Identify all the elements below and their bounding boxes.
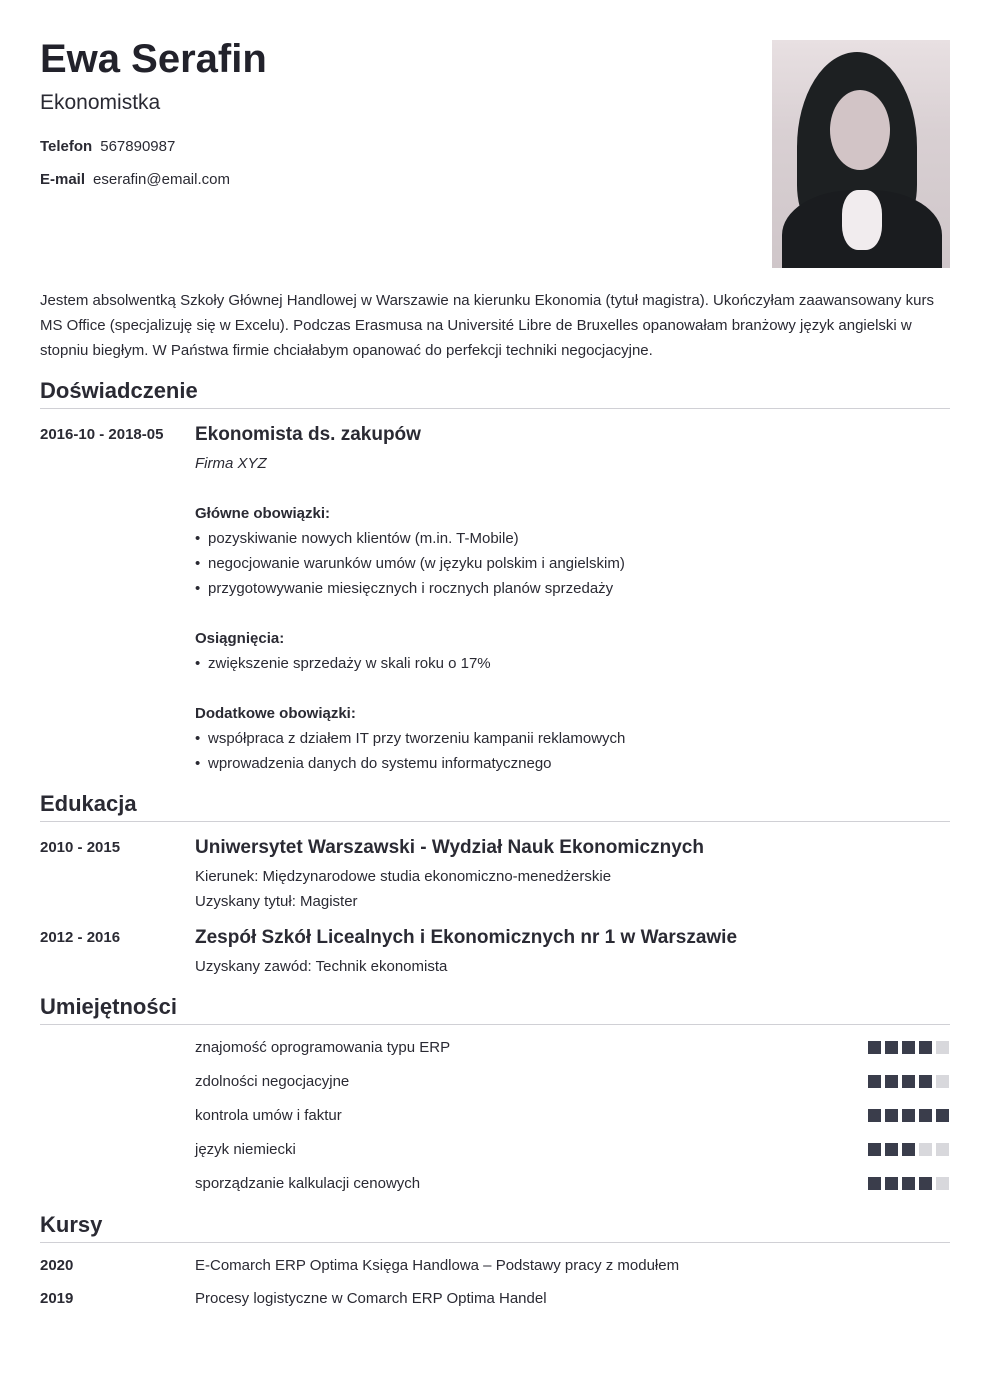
phone-value: 567890987 <box>100 138 176 155</box>
rating-square-empty <box>919 1143 932 1156</box>
skill-name: sporządzanie kalkulacji cenowych <box>195 1175 421 1192</box>
extra-duties-label: Dodatkowe obowiązki: <box>195 705 356 722</box>
rating-square-empty <box>936 1177 949 1190</box>
rating-square-filled <box>902 1041 915 1054</box>
extra-duty-item: • współpraca z działem IT przy tworzeniu kampanii reklamowych <box>195 726 625 751</box>
skill-name: znajomość oprogramowania typu ERP <box>195 1039 451 1056</box>
candidate-name: Ewa Serafin <box>40 37 267 81</box>
rating-square-filled <box>885 1177 898 1190</box>
rating-square-filled <box>902 1143 915 1156</box>
email-label: E-mail <box>40 171 86 188</box>
education-school: Zespół Szkół Licealnych i Ekonomicznych nr 1 w Warszawie <box>195 927 738 948</box>
rating-square-filled <box>885 1041 898 1054</box>
rating-square-filled <box>868 1075 881 1088</box>
rating-square-filled <box>902 1177 915 1190</box>
duty-item: • negocjowanie warunków umów (w języku polskim i angielskim) <box>195 551 625 576</box>
skill-rating <box>868 1109 949 1122</box>
rating-square-filled <box>885 1075 898 1088</box>
rating-square-filled <box>919 1177 932 1190</box>
rating-square-empty <box>936 1143 949 1156</box>
skill-rating <box>868 1143 949 1156</box>
skills-heading: Umiejętności <box>40 994 950 1025</box>
rating-square-filled <box>868 1109 881 1122</box>
profile-photo <box>772 40 950 268</box>
education-details <box>195 864 611 914</box>
education-school: Uniwersytet Warszawski - Wydział Nauk Ekonomicznych <box>195 837 704 858</box>
achievement-item: • zwiększenie sprzedaży w skali roku o 17% <box>195 651 625 676</box>
course-name: E-Comarch ERP Optima Księga Handlowa – Podstawy pracy z modułem <box>195 1257 680 1274</box>
duty-item: • przygotowywanie miesięcznych i rocznych planów sprzedaży <box>195 576 625 601</box>
experience-heading: Doświadczenie <box>40 378 950 409</box>
rating-square-filled <box>885 1143 898 1156</box>
experience-company: Firma XYZ <box>195 455 267 472</box>
rating-square-filled <box>936 1109 949 1122</box>
skill-name: zdolności negocjacyjne <box>195 1073 350 1090</box>
education-line: Uzyskany zawód: Technik ekonomista <box>195 958 448 975</box>
education-line: Kierunek: Międzynarodowe studia ekonomiczno-menedżerskie <box>195 868 612 885</box>
skill-rating <box>868 1177 949 1190</box>
education-heading: Edukacja <box>40 791 950 822</box>
job-title: Ekonomistka <box>40 91 161 114</box>
experience-date: 2016-10 - 2018-05 <box>40 426 164 443</box>
rating-square-empty <box>936 1041 949 1054</box>
education-date: 2010 - 2015 <box>40 839 121 856</box>
skill-name: kontrola umów i faktur <box>195 1107 342 1124</box>
phone-label: Telefon <box>40 138 93 155</box>
rating-square-filled <box>919 1041 932 1054</box>
email-value: eserafin@email.com <box>93 171 230 188</box>
rating-square-filled <box>919 1109 932 1122</box>
extra-duty-item: • wprowadzenia danych do systemu informatycznego <box>195 751 625 776</box>
skill-name: język niemiecki <box>195 1141 296 1158</box>
email-row <box>40 171 230 188</box>
skill-rating <box>868 1041 949 1054</box>
achievements-label: Osiągnięcia: <box>195 630 285 647</box>
course-year: 2020 <box>40 1257 74 1274</box>
courses-heading: Kursy <box>40 1212 950 1243</box>
rating-square-filled <box>885 1109 898 1122</box>
duties-label: Główne obowiązki: <box>195 505 331 522</box>
education-date: 2012 - 2016 <box>40 929 121 946</box>
education-line: Uzyskany tytuł: Magister <box>195 893 358 910</box>
skill-rating <box>868 1075 949 1088</box>
phone-row <box>40 138 175 155</box>
rating-square-filled <box>868 1143 881 1156</box>
rating-square-filled <box>902 1075 915 1088</box>
rating-square-empty <box>936 1075 949 1088</box>
rating-square-filled <box>902 1109 915 1122</box>
experience-details <box>195 501 625 776</box>
rating-square-filled <box>919 1075 932 1088</box>
course-name: Procesy logistyczne w Comarch ERP Optima Handel <box>195 1290 547 1307</box>
course-year: 2019 <box>40 1290 74 1307</box>
experience-position: Ekonomista ds. zakupów <box>195 424 421 445</box>
summary: Jestem absolwentką Szkoły Głównej Handlowej w Warszawie na kierunku Ekonomia (tytuł magistra). Ukończyłam zaawansowany kurs MS Office (specjalizuję się w Excelu). Podczas Erasmusa na Université Libre de Bruxelles opanowałam branżowy język angielski w stopniu biegłym. W Państwa firmie chciałabym opanować do perfekcji techniki negocjacyjne. <box>40 292 934 359</box>
rating-square-filled <box>868 1177 881 1190</box>
duty-item: • pozyskiwanie nowych klientów (m.in. T-Mobile) <box>195 526 625 551</box>
rating-square-filled <box>868 1041 881 1054</box>
